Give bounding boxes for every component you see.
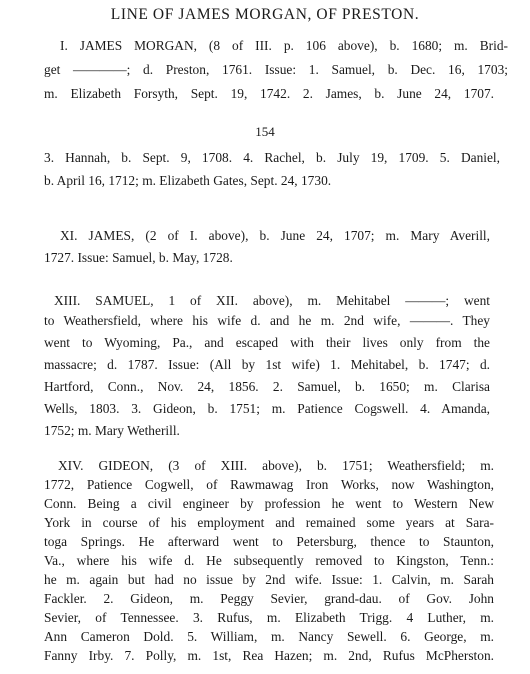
text-line: 1727. Issue: Samuel, b. May, 1728. (44, 250, 233, 265)
text-line: 1752; m. Mary Wetherill. (44, 423, 180, 438)
text-line: to Weathersfield, where his wife d. and he m. 2nd wife, ———. They (44, 313, 490, 328)
text-line: 3. Hannah, b. Sept. 9, 1708. 4. Rachel, b. July 19, 1709. 5. Daniel, (44, 150, 500, 165)
text-line: toga Springs. He afterward went to Petersburg, thence to Staunton, (44, 534, 494, 549)
text-line: went to Wyoming, Pa., and escaped with their lives only from the (44, 335, 490, 350)
text-line: XIV. GIDEON, (3 of XIII. above), b. 1751; Weathersfield; m. (58, 458, 494, 473)
page-title: LINE OF JAMES MORGAN, OF PRESTON. (110, 6, 420, 23)
text-line: get ————; d. Preston, 1761. Issue: 1. Samuel, b. Dec. 16, 1703; (44, 62, 508, 77)
text-line: XIII. SAMUEL, 1 of XII. above), m. Mehitabel ———; went (54, 293, 490, 308)
text-line: XI. JAMES, (2 of I. above), b. June 24, 1707; m. Mary Averill, (60, 228, 490, 243)
text-line: I. JAMES MORGAN, (8 of III. p. 106 above), b. 1680; m. Brid- (60, 38, 508, 53)
text-line: he m. again but had no issue by 2nd wife. Issue: 1. Calvin, m. Sarah (44, 572, 494, 587)
text-line: m. Elizabeth Forsyth, Sept. 19, 1742. 2. James, b. June 24, 1707. (44, 86, 494, 101)
text-line: Ann Cameron Dold. 5. William, m. Nancy Sewell. 6. George, m. (44, 629, 494, 644)
text-line: Wells, 1803. 3. Gideon, b. 1751; m. Patience Cogswell. 4. Amanda, (44, 401, 490, 416)
text-line: b. April 16, 1712; m. Elizabeth Gates, Sept. 24, 1730. (44, 173, 332, 188)
text-line: Fackler. 2. Gideon, m. Peggy Sevier, grand-dau. of Gov. John (44, 591, 494, 606)
text-line: Conn. Being a civil engineer by profession he went to Western New (44, 496, 494, 511)
text-line: massacre; d. 1787. Issue: (All by 1st wife) 1. Mehitabel, b. 1747; d. (44, 357, 490, 372)
text-line: Sevier, of Tennessee. 3. Rufus, m. Elizabeth Trigg. 4 Luther, m. (44, 610, 494, 625)
page-number: 154 (255, 124, 275, 139)
text-line: 1772, Patience Cogwell, of Rawmawag Iron Works, now Washington, (44, 477, 494, 492)
text-line: York in course of his employment and remained some years at Sara- (44, 515, 494, 530)
text-line: Va., where his wife d. He subsequently removed to Kingston, Tenn.: (44, 553, 494, 568)
text-line: Hartford, Conn., Nov. 24, 1856. 2. Samuel, b. 1650; m. Clarisa (44, 379, 490, 394)
text-line: Fanny Irby. 7. Polly, m. 1st, Rea Hazen; m. 2nd, Rufus McPherston. (44, 648, 494, 663)
